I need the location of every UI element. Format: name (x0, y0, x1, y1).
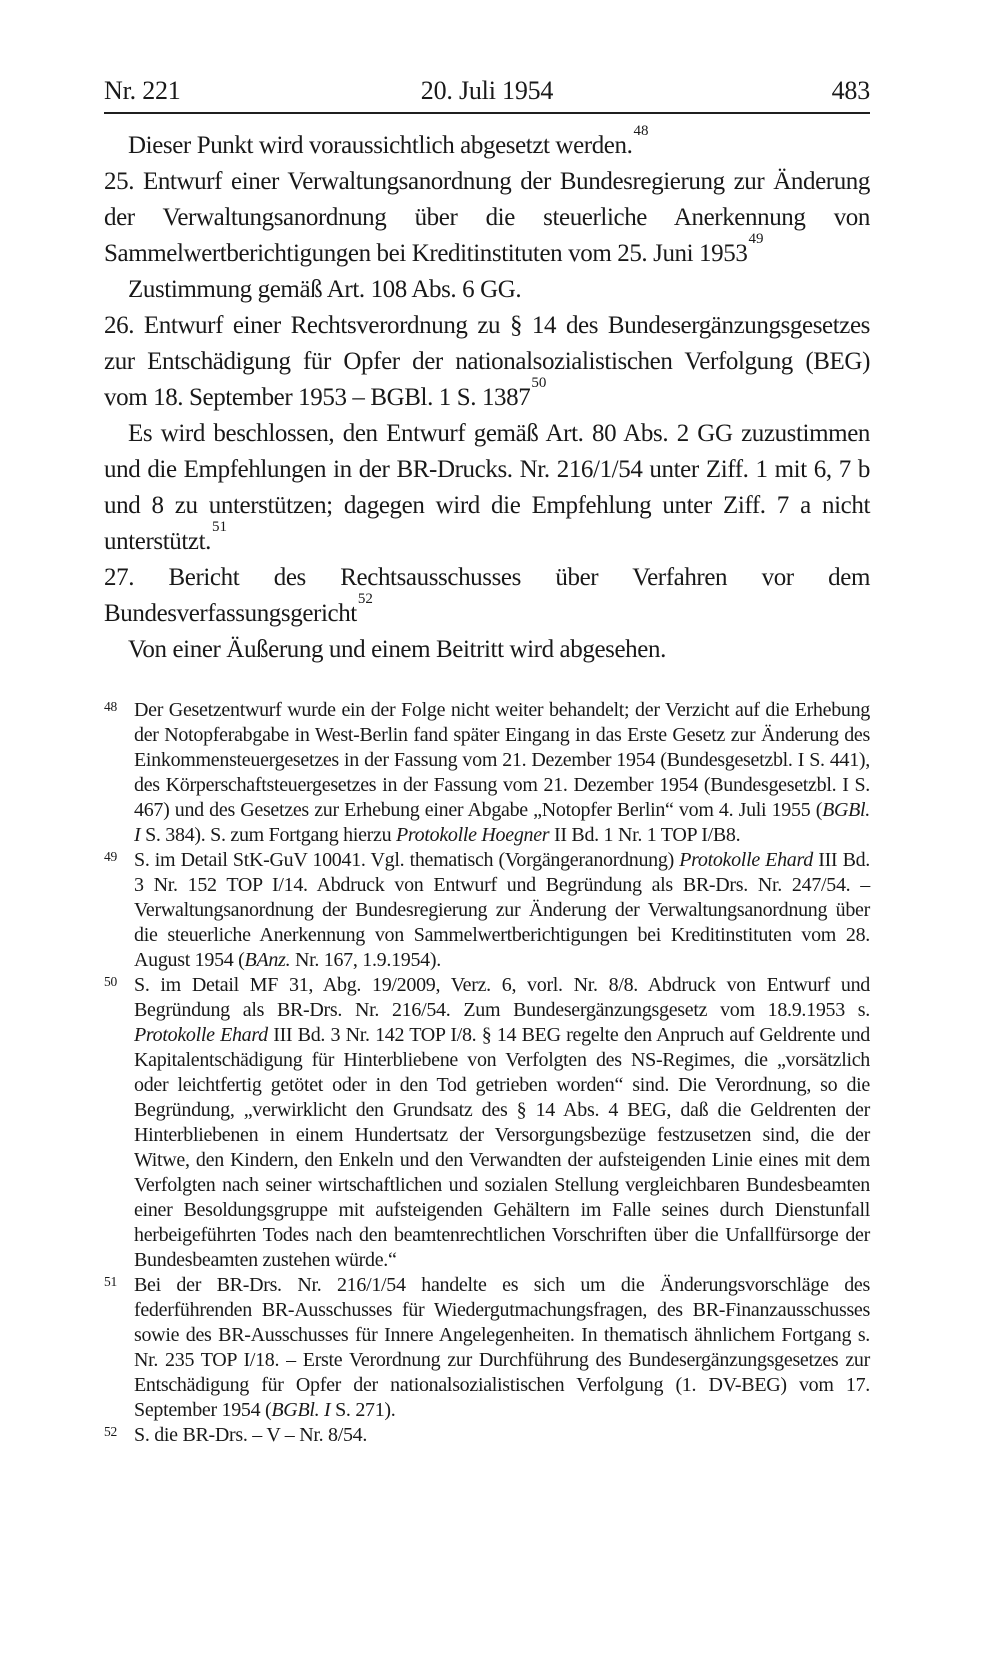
paragraph-text: 26. Entwurf einer Rechtsverordnung zu § 14 des Bundesergänzungsgesetzes zur Entschädigung für Opfer der nationalsozialistischen Verfolgung (BEG) vom 18. September 1953 – BGBl. 1 S. 1387 (104, 312, 870, 411)
page-content (104, 76, 871, 1446)
paragraph-item-25 (104, 164, 870, 272)
paragraph-text: Von einer Äußerung und einem Beitritt wird abgesehen. (128, 636, 666, 663)
paragraph-item-26 (104, 308, 870, 416)
footnote-50 (104, 973, 870, 1273)
footnote-ref-48: 48 (633, 123, 649, 140)
footnote-text: Der Gesetzentwurf wurde ein der Folge nicht weiter behandelt; der Verzicht auf die Erhebung der Notopferabgabe in West-Berlin fand später Eingang in das Erste Gesetz zur Änderung des Einkommensteuergesetzes in der Fassung vom 21. Dezember 1954 (Bundesgesetzbl. I S. 441), des Körperschaftsteuergesetzes in der Fassung vom 21. Dezember 1954 (Bundesgesetzbl. I S. 467) und des Gesetzes zur Erhebung einer Abgabe „Notopfer Berlin“ vom 4. Juli 1955 (BGBl. I S. 384). S. zum Fortgang hierzu Protokolle Hoegner II Bd. 1 Nr. 1 TOP I/B8. (134, 699, 870, 846)
paragraph (104, 632, 870, 668)
footnote-number: 49 (104, 849, 117, 864)
paragraph-text: Es wird beschlossen, den Entwurf gemäß Art. 80 Abs. 2 GG zuzustimmen und die Empfehlungen in der BR-Drucks. Nr. 216/1/54 unter Ziff. 1 mit 6, 7 b und 8 zu unterstützen; dagegen wird die Empfehlung unter Ziff. 7 a nicht unterstützt. (104, 420, 870, 555)
footnote-ref-49: 49 (748, 231, 764, 248)
footnote-48 (104, 698, 870, 848)
footnote-number: 48 (104, 699, 117, 714)
paragraph (104, 416, 870, 560)
page-number: 483 (831, 76, 870, 105)
footnote-text: S. die BR-Drs. – V – Nr. 8/54. (134, 1424, 368, 1446)
footnote-ref-50: 50 (531, 375, 547, 392)
footnote-text: S. im Detail MF 31, Abg. 19/2009, Verz. 6, vorl. Nr. 8/8. Abdruck von Entwurf und Begründung als BR-Drs. Nr. 216/54. Zum Bundesergänzungsgesetz vom 18.9.1953 s. Protokolle Ehard III Bd. 3 Nr. 142 TOP I/8. § 14 BEG regelte den Anpruch auf Geldrente und Kapitalentschädigung für Hinterbliebene von Verfolgten des NS-Regimes, die „vorsätzlich oder leichtfertig getötet oder in den Tod getrieben worden“ sind. Die Verordnung, so die Begründung, „verwirklicht den Grundsatz des § 14 Abs. 4 BEG, daß die Geldrenten der Hinterbliebenen in einem Hundertsatz der Versorgungsbezüge festzusetzen sind, die der Witwe, den Kindern, den Enkeln und den Verwandten der aufsteigenden Linie eines mit dem Verfolgten nach seiner wirtschaftlichen und sozialen Stellung vergleichbaren Bundesbeamten einer Besoldungsgruppe mit aufsteigenden Gehältern im Falle seines durch Dienstunfall herbeigeführten Todes nach den beamtenrechtlichen Vorschriften über die Unfallfürsorge der Bundesbeamten zustehen würde.“ (134, 974, 870, 1271)
paragraph-text: Dieser Punkt wird voraussichtlich abgesetzt werden. (128, 132, 633, 159)
paragraph (104, 272, 870, 308)
footnote-number: 52 (104, 1424, 117, 1439)
footnotes-section (104, 698, 870, 1448)
footnote-number: 50 (104, 974, 117, 989)
session-date: 20. Juli 1954 (420, 76, 554, 105)
footnote-52 (104, 1423, 870, 1448)
footnote-49 (104, 848, 870, 973)
footnote-51 (104, 1273, 870, 1423)
header-rule (104, 112, 870, 114)
paragraph-item-27 (104, 560, 870, 632)
footnote-text: S. im Detail StK-GuV 10041. Vgl. thematisch (Vorgängeranordnung) Protokolle Ehard III Bd. 3 Nr. 152 TOP I/14. Abdruck von Entwurf und Begründung als BR-Drs. Nr. 247/54. – Verwaltungsanordnung der Bundesregierung zur Änderung der Verwaltungsanordnung über die steuerliche Anerkennung von Sammelwertberichtigungen bei Kreditinstituten vom 28. August 1954 (BAnz. Nr. 167, 1.9.1954). (134, 849, 871, 971)
issue-number: Nr. 221 (104, 76, 181, 105)
footnote-ref-51: 51 (211, 519, 227, 536)
page-header (104, 76, 870, 106)
paragraph (104, 123, 870, 164)
paragraph-text: 27. Bericht des Rechtsausschusses über Verfahren vor dem Bundesverfassungsgericht (104, 564, 870, 627)
footnote-number: 51 (104, 1274, 117, 1289)
main-text (104, 123, 870, 668)
footnote-ref-52: 52 (357, 591, 373, 608)
footnote-text: Bei der BR-Drs. Nr. 216/1/54 handelte es sich um die Änderungsvorschläge des federführenden BR-Ausschusses für Wiedergutmachungsfragen, des BR-Finanzausschusses sowie des BR-Ausschusses für Innere Angelegenheiten. In thematisch ähnlichem Fortgang s. Nr. 235 TOP I/18. – Erste Verordnung zur Durchführung des Bundesergänzungsgesetzes zur Entschädigung für Opfer der nationalsozialistischen Verfolgung (1. DV-BEG) vom 17. September 1954 (BGBl. I S. 271). (134, 1274, 870, 1421)
paragraph-text: 25. Entwurf einer Verwaltungsanordnung der Bundesregierung zur Änderung der Verwaltungsanordnung über die steuerliche Anerkennung von Sammelwertberichtigungen bei Kreditinstituten vom 25. Juni 1953 (104, 168, 870, 267)
paragraph-text: Zustimmung gemäß Art. 108 Abs. 6 GG. (128, 276, 522, 303)
